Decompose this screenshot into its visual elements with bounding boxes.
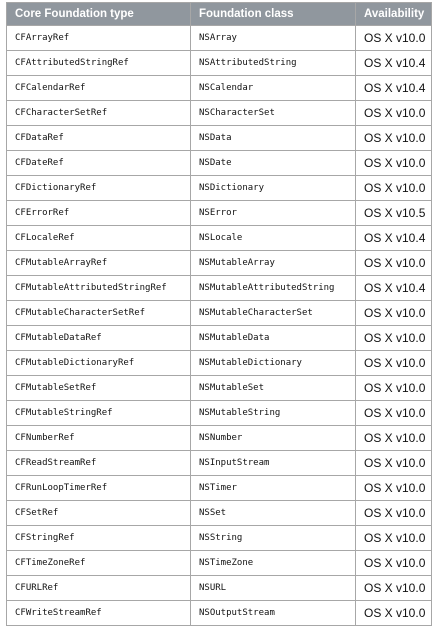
- table-row: [7, 101, 432, 126]
- cell-availability: OS X v10.0: [356, 251, 432, 276]
- table-row: [7, 51, 432, 76]
- table-row: [7, 526, 432, 551]
- cell-foundation-class: NSMutableString: [191, 401, 356, 426]
- table-row: [7, 276, 432, 301]
- cell-core-foundation-type: CFMutableDictionaryRef: [7, 351, 191, 376]
- column-header-availability: Availability: [356, 3, 432, 26]
- cell-foundation-class: NSMutableDictionary: [191, 351, 356, 376]
- cell-availability: OS X v10.4: [356, 226, 432, 251]
- cell-foundation-class: NSTimer: [191, 476, 356, 501]
- table-row: [7, 326, 432, 351]
- cell-core-foundation-type: CFMutableStringRef: [7, 401, 191, 426]
- cell-core-foundation-type: CFDictionaryRef: [7, 176, 191, 201]
- cell-core-foundation-type: CFRunLoopTimerRef: [7, 476, 191, 501]
- table-row: [7, 451, 432, 476]
- cell-availability: OS X v10.0: [356, 526, 432, 551]
- cell-foundation-class: NSError: [191, 201, 356, 226]
- cell-core-foundation-type: CFWriteStreamRef: [7, 601, 191, 626]
- toll-free-bridged-types-table: [6, 2, 432, 626]
- cell-core-foundation-type: CFReadStreamRef: [7, 451, 191, 476]
- cell-foundation-class: NSMutableData: [191, 326, 356, 351]
- cell-foundation-class: NSTimeZone: [191, 551, 356, 576]
- cell-availability: OS X v10.4: [356, 276, 432, 301]
- table-row: [7, 476, 432, 501]
- table-row: [7, 551, 432, 576]
- cell-foundation-class: NSOutputStream: [191, 601, 356, 626]
- cell-foundation-class: NSLocale: [191, 226, 356, 251]
- cell-core-foundation-type: CFMutableArrayRef: [7, 251, 191, 276]
- cell-availability: OS X v10.0: [356, 601, 432, 626]
- cell-foundation-class: NSDictionary: [191, 176, 356, 201]
- cell-availability: OS X v10.0: [356, 401, 432, 426]
- cell-core-foundation-type: CFMutableAttributedStringRef: [7, 276, 191, 301]
- cell-foundation-class: NSInputStream: [191, 451, 356, 476]
- cell-core-foundation-type: CFDateRef: [7, 151, 191, 176]
- table-header: [7, 3, 432, 26]
- cell-availability: OS X v10.0: [356, 26, 432, 51]
- cell-availability: OS X v10.0: [356, 576, 432, 601]
- table-row: [7, 576, 432, 601]
- cell-availability: OS X v10.0: [356, 126, 432, 151]
- table-row: [7, 601, 432, 626]
- cell-foundation-class: NSURL: [191, 576, 356, 601]
- table-body: [7, 26, 432, 626]
- table-row: [7, 201, 432, 226]
- cell-core-foundation-type: CFAttributedStringRef: [7, 51, 191, 76]
- cell-foundation-class: NSData: [191, 126, 356, 151]
- cell-core-foundation-type: CFErrorRef: [7, 201, 191, 226]
- cell-foundation-class: NSMutableArray: [191, 251, 356, 276]
- table-row: [7, 376, 432, 401]
- table-row: [7, 26, 432, 51]
- cell-core-foundation-type: CFArrayRef: [7, 26, 191, 51]
- cell-core-foundation-type: CFStringRef: [7, 526, 191, 551]
- cell-core-foundation-type: CFLocaleRef: [7, 226, 191, 251]
- cell-foundation-class: NSDate: [191, 151, 356, 176]
- cell-availability: OS X v10.4: [356, 51, 432, 76]
- cell-availability: OS X v10.0: [356, 101, 432, 126]
- table-row: [7, 226, 432, 251]
- column-header-foundation-class: Foundation class: [191, 3, 356, 26]
- cell-core-foundation-type: CFMutableCharacterSetRef: [7, 301, 191, 326]
- table-row: [7, 301, 432, 326]
- cell-core-foundation-type: CFURLRef: [7, 576, 191, 601]
- cell-availability: OS X v10.0: [356, 326, 432, 351]
- table-row: [7, 176, 432, 201]
- cell-availability: OS X v10.0: [356, 351, 432, 376]
- cell-core-foundation-type: CFMutableSetRef: [7, 376, 191, 401]
- cell-core-foundation-type: CFDataRef: [7, 126, 191, 151]
- cell-availability: OS X v10.0: [356, 376, 432, 401]
- cell-availability: OS X v10.5: [356, 201, 432, 226]
- cell-availability: OS X v10.0: [356, 151, 432, 176]
- cell-availability: OS X v10.0: [356, 426, 432, 451]
- cell-foundation-class: NSMutableSet: [191, 376, 356, 401]
- cell-core-foundation-type: CFMutableDataRef: [7, 326, 191, 351]
- table-row: [7, 401, 432, 426]
- cell-foundation-class: NSCharacterSet: [191, 101, 356, 126]
- table-row: [7, 151, 432, 176]
- table-row: [7, 351, 432, 376]
- table-row: [7, 501, 432, 526]
- cell-foundation-class: NSNumber: [191, 426, 356, 451]
- cell-foundation-class: NSArray: [191, 26, 356, 51]
- table-row: [7, 76, 432, 101]
- cell-availability: OS X v10.0: [356, 176, 432, 201]
- table-row: [7, 426, 432, 451]
- cell-core-foundation-type: CFNumberRef: [7, 426, 191, 451]
- cell-foundation-class: NSMutableCharacterSet: [191, 301, 356, 326]
- cell-foundation-class: NSString: [191, 526, 356, 551]
- cell-availability: OS X v10.4: [356, 76, 432, 101]
- cell-core-foundation-type: CFTimeZoneRef: [7, 551, 191, 576]
- cell-foundation-class: NSSet: [191, 501, 356, 526]
- cell-availability: OS X v10.0: [356, 551, 432, 576]
- cell-foundation-class: NSAttributedString: [191, 51, 356, 76]
- cell-availability: OS X v10.0: [356, 301, 432, 326]
- cell-availability: OS X v10.0: [356, 501, 432, 526]
- cell-core-foundation-type: CFSetRef: [7, 501, 191, 526]
- cell-core-foundation-type: CFCalendarRef: [7, 76, 191, 101]
- table-row: [7, 126, 432, 151]
- cell-availability: OS X v10.0: [356, 476, 432, 501]
- table-row: [7, 251, 432, 276]
- cell-availability: OS X v10.0: [356, 451, 432, 476]
- cell-core-foundation-type: CFCharacterSetRef: [7, 101, 191, 126]
- cell-foundation-class: NSCalendar: [191, 76, 356, 101]
- column-header-core-foundation-type: Core Foundation type: [7, 3, 191, 26]
- header-row: [7, 3, 432, 26]
- cell-foundation-class: NSMutableAttributedString: [191, 276, 356, 301]
